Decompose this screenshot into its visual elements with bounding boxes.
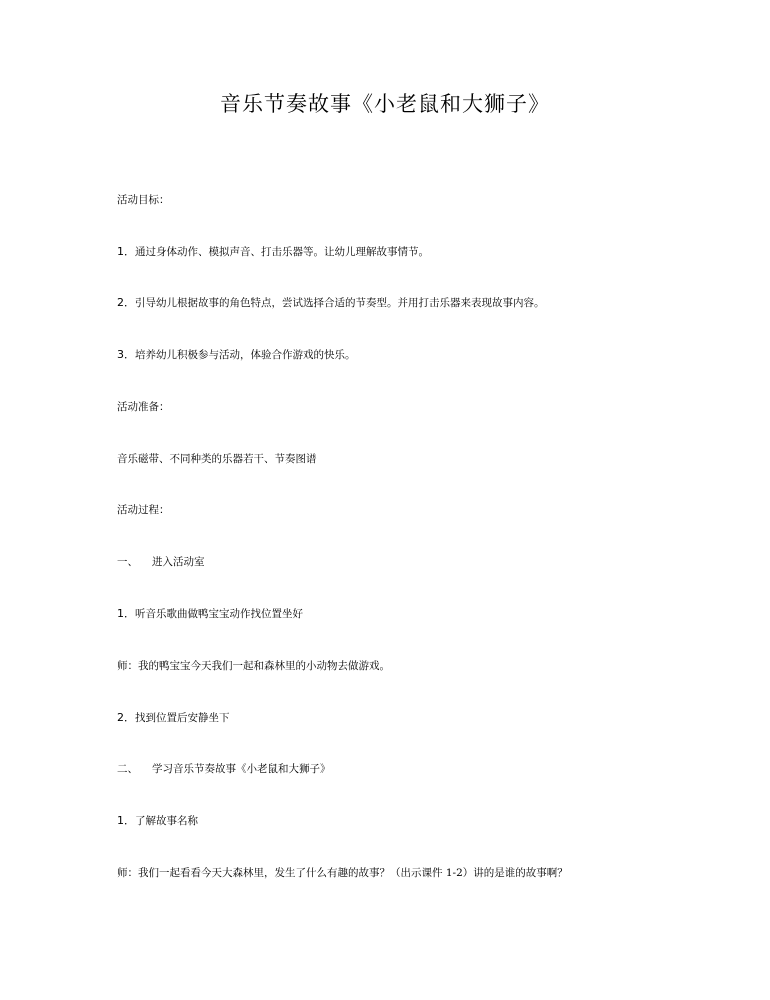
document-title: 音乐节奏故事《小老鼠和大狮子》 — [220, 92, 550, 116]
list-number: 1． — [117, 245, 135, 258]
paragraph-text: 引导幼儿根据故事的角色特点，尝试选择合适的节奏型。并用打击乐器来表现故事内容。 — [135, 297, 545, 309]
paragraph-preparation-heading — [117, 400, 737, 414]
paragraph-text: 活动准备： — [117, 401, 170, 413]
paragraph-teacher-line-2 — [117, 866, 737, 880]
paragraph-objective-3 — [117, 348, 737, 362]
paragraph-step-2-1 — [117, 814, 737, 828]
list-number: 2． — [117, 711, 135, 724]
section-number: 二、 — [117, 763, 138, 775]
paragraph-text: 培养幼儿积极参与活动，体验合作游戏的快乐。 — [135, 349, 356, 361]
paragraph-text: 师：我的鸭宝宝今天我们一起和森林里的小动物去做游戏。 — [117, 660, 390, 672]
paragraph-text: 找到位置后安静坐下 — [135, 712, 230, 724]
paragraph-text: 通过身体动作、模拟声音、打击乐器等。让幼儿理解故事情节。 — [135, 246, 429, 258]
paragraph-process-heading — [117, 503, 737, 517]
paragraph-objectives-heading — [117, 193, 737, 207]
paragraph-text: 进入活动室 — [152, 556, 205, 568]
list-number: 2． — [117, 296, 135, 309]
paragraph-text: 活动过程： — [117, 504, 170, 516]
paragraph-text: 师：我们一起看看今天大森林里，发生了什么有趣的故事？（出示课件 1-2）讲的是谁的故事啊？ — [117, 867, 568, 879]
paragraph-text: 了解故事名称 — [135, 815, 198, 827]
list-number: 1． — [117, 814, 135, 827]
paragraph-preparation-items — [117, 452, 737, 466]
paragraph-section-2 — [117, 762, 737, 776]
paragraph-teacher-line-1 — [117, 659, 737, 673]
paragraph-objective-2 — [117, 296, 737, 310]
paragraph-text: 学习音乐节奏故事《小老鼠和大狮子》 — [152, 763, 331, 775]
list-number: 1． — [117, 607, 135, 620]
paragraph-text: 音乐磁带、不同种类的乐器若干、节奏图谱 — [117, 453, 317, 465]
list-number: 3． — [117, 348, 135, 361]
paragraph-objective-1 — [117, 245, 737, 259]
section-number: 一、 — [117, 556, 138, 568]
paragraph-text: 活动目标： — [117, 194, 170, 206]
paragraph-section-1 — [117, 555, 737, 569]
paragraph-text: 听音乐歌曲做鸭宝宝动作找位置坐好 — [135, 608, 303, 620]
paragraph-step-1-2 — [117, 711, 737, 725]
paragraph-step-1-1 — [117, 607, 737, 621]
